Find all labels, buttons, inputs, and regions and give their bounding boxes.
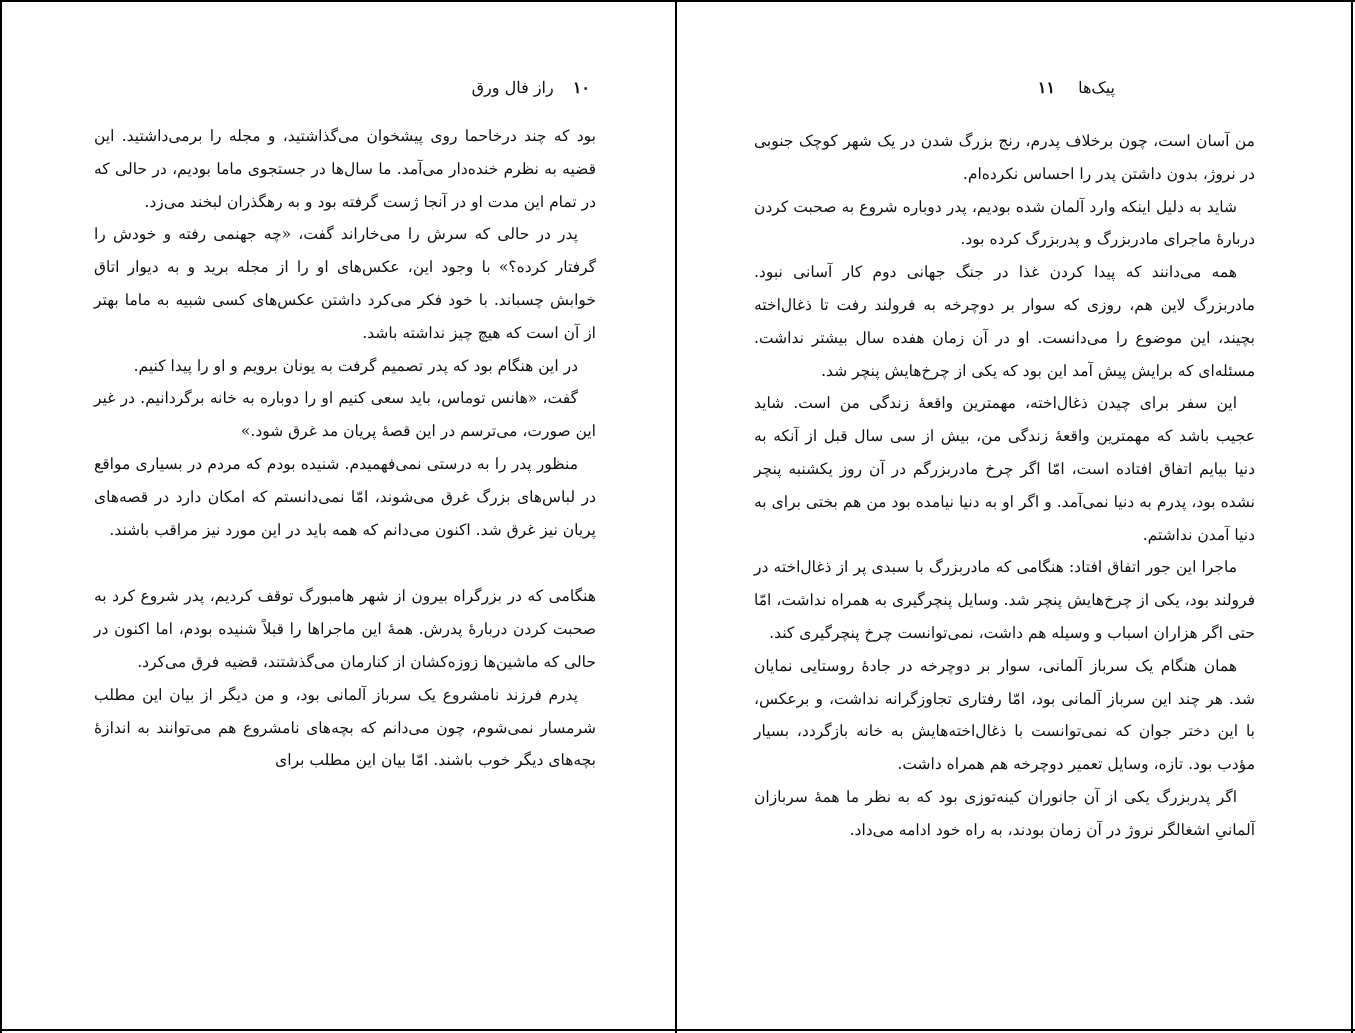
left-page [0, 0, 675, 1033]
frame-right-edge [1351, 0, 1353, 1033]
right-page-number: ۱۱ [1037, 78, 1055, 97]
left-paragraph: پدرم فرزند نامشروع یک سرباز آلمانی بود، و من دیگر از بیان این مطلب شرمسار نمی‌شوم، چون می‌دانم که بچه‌های نامشروع هم می‌توانند به اندازهٔ بچه‌های دیگر خوب باشند. امّا بیان این مطلب برای [94, 685, 596, 770]
right-paragraph: اگر پدربزرگ یکی از آن جانوران کینه‌توزی بود که به نظر ما همهٔ سربازان آلمانیِ اشغالگر نروژ در آن زمان بودند، به راه خود ادامه می‌داد. [754, 787, 1255, 839]
right-paragraph: شاید به دلیل اینکه وارد آلمان شده بودیم، پدر دوباره شروع به صحبت کردن دربارهٔ ماجرای مادربزرگ و پدربزرگ کرده بود. [754, 197, 1255, 249]
left-paragraph: بود که چند درخاحما روی پیشخوان می‌گذاشتید، و مجله را برمی‌داشتید. این قضیه به نظرم خنده‌دار می‌آمد. ما سال‌ها در جستجوی ماما بودیم، در حالی که در تمام این مدت او در آنجا ژست گرفته بود و به رهگذران لبخند می‌زد. [94, 127, 596, 211]
right-paragraph: همان هنگام یک سرباز آلمانی، سوار بر دوچرخه در جادهٔ روستایی نمایان شد. هر چند این سرباز آلمانی بود، امّا رفتاری تجاوزگرانه نداشت، و برعکس، با این دختر جوان که نمی‌توانست با ذغال‌اخته‌هایش به خانه بازگردد، بسیار مؤدب بود. تازه، وسایل تعمیر دوچرخه هم همراه داشت. [754, 656, 1255, 774]
section-break [94, 546, 596, 580]
right-running-head [915, 74, 1115, 102]
right-paragraph: همه می‌دانند که پیدا کردن غذا در جنگ جهانی دوم کار آسانی نبود. مادربزرگ لاین هم، روزی که سوار بر دوچرخه به فرولند رفت تا ذغال‌اخته بچیند، این موضوع را می‌دانست. او در آن زمان هفده سال بیشتر نداشت. مسئله‌ای که برایش پیش آمد این بود که یکی از چرخ‌هایش پنچر شد. [754, 263, 1255, 380]
left-paragraph: گفت، «هانس توماس، باید سعی کنیم او را دوباره به خانه برگردانیم. در غیر این صورت، می‌ترسم در این قصهٔ پریان مد غرق شود.» [94, 389, 596, 441]
right-text-block [754, 125, 1255, 847]
left-running-head [390, 74, 590, 102]
left-page-number: ۱۰ [572, 78, 590, 97]
right-running-title: پیک‌ها [1078, 78, 1115, 97]
left-paragraph: منظور پدر را به درستی نمی‌فهمیدم. شنیده بودم که مردم در بسیاری مواقع در لباس‌های بزرگ غرق می‌شوند، امّا نمی‌دانستم که امکان دارد در قصه‌های پریان نیز غرق شد. اکنون می‌دانم که همه باید در این مورد نیز مراقب باشند. [94, 454, 596, 539]
right-paragraph: ماجرا این جور اتفاق افتاد: هنگامی که مادربزرگ با سبدی پر از ذغال‌اخته در فرولند بود، یکی از چرخ‌هایش پنچر شد. وسایل پنچرگیری به همراه نداشت، امّا حتی اگر هزاران اسباب و وسیله هم داشت، نمی‌توانست چرخ پنچرگیری کند. [754, 558, 1255, 642]
right-page [677, 0, 1351, 1033]
left-text-block [94, 120, 596, 777]
right-paragraph: این سفر برای چیدن ذغال‌اخته، مهمترین واقعهٔ زندگی من است. شاید عجیب باشد که مهمترین واقعهٔ زندگی من، بیش از سی سال قبل از آنکه به دنیا بیایم اتفاق افتاده است، امّا اگر چرخ مادربزرگم در آن روز یکشنبه پنچر نشده بود، پدرم به دنیا نمی‌آمد. و اگر او به دنیا نیامده بود من هم بختی برای به دنیا آمدن نداشتم. [754, 394, 1255, 544]
left-paragraph: در این هنگام بود که پدر تصمیم گرفت به یونان برویم و او را پیدا کنیم. [133, 356, 578, 375]
left-running-title: راز فال ورق [471, 78, 554, 97]
right-paragraph: من آسان است، چون برخلاف پدرم، رنج بزرگ شدن در یک شهر کوچک جنوبی در نروژ، بدون داشتن پدر را احساس نکرده‌ام. [754, 132, 1255, 183]
left-paragraph: هنگامی که در بزرگراه بیرون از شهر هامبورگ توقف کردیم، پدر شروع کرد به صحبت کردن دربارهٔ پدرش. همهٔ این ماجراها را قبلاً شنیده بودم، اما اکنون در حالی که ماشین‌ها زوزه‌کشان از کنارمان می‌گذشتند، قضیه فرق می‌کرد. [94, 587, 596, 671]
left-paragraph: پدر در حالی که سرش را می‌خاراند گفت، «چه جهنمی رفته و خودش را گرفتار کرده؟» با وجود این، عکس‌های او را از مجله برید و به دیوار اتاق خوابش چسباند. با خود فکر می‌کرد داشتن عکس‌های کسی شبیه به ماما بهتر از آن است که هیچ چیز نداشته باشد. [94, 225, 596, 342]
